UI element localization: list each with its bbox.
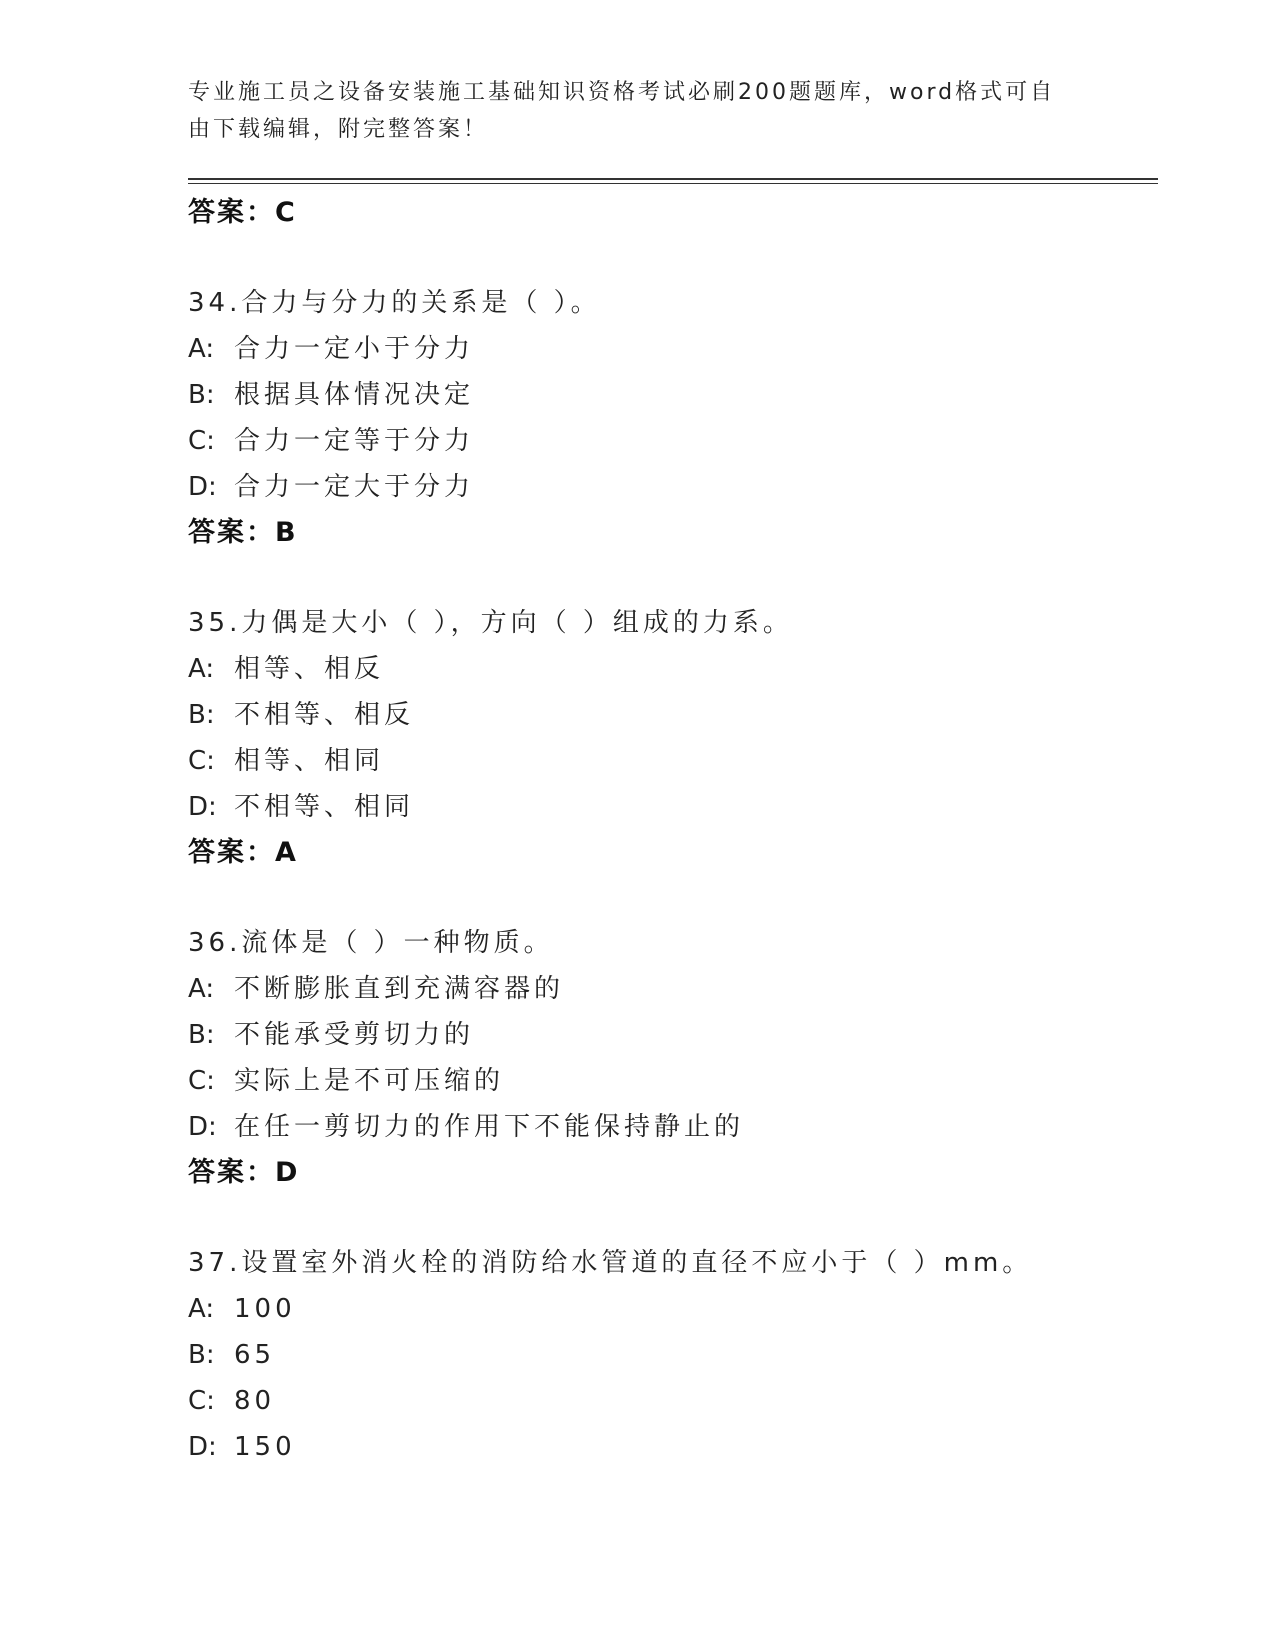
question-block-36 — [188, 920, 1158, 1196]
option-text: 合力一定小于分力 — [234, 334, 475, 364]
option-text: 不相等、相同 — [234, 792, 415, 822]
option-b — [188, 1332, 1158, 1378]
option-text: 合力一定大于分力 — [234, 472, 475, 502]
option-letter: A: — [188, 974, 215, 1004]
option-c — [188, 418, 1158, 464]
option-letter: B: — [188, 380, 215, 410]
option-letter: B: — [188, 700, 215, 730]
option-a — [188, 326, 1158, 372]
option-c — [188, 1378, 1158, 1424]
answer-33: 答案：C — [188, 197, 297, 228]
answer-35: 答案：A — [188, 837, 298, 868]
question-stem: 35.力偶是大小（ ），方向（ ）组成的力系。 — [188, 608, 793, 638]
option-text: 在任一剪切力的作用下不能保持静止的 — [234, 1112, 745, 1142]
option-text: 实际上是不可压缩的 — [234, 1066, 505, 1096]
option-text: 相等、相同 — [234, 746, 385, 776]
option-d — [188, 464, 1158, 510]
header-rule-thin — [188, 183, 1158, 184]
option-text: 150 — [234, 1432, 296, 1462]
option-d — [188, 784, 1158, 830]
question-block-37 — [188, 1240, 1158, 1470]
option-d — [188, 1104, 1158, 1150]
option-letter: D: — [188, 1112, 217, 1142]
option-text: 不断膨胀直到充满容器的 — [234, 974, 565, 1004]
option-a — [188, 966, 1158, 1012]
option-text: 合力一定等于分力 — [234, 426, 475, 456]
option-letter: C: — [188, 426, 215, 456]
option-b — [188, 1012, 1158, 1058]
option-text: 100 — [234, 1294, 296, 1324]
header-rule-thick — [188, 178, 1158, 180]
question-stem: 37.设置室外消火栓的消防给水管道的直径不应小于（ ）mm。 — [188, 1248, 1033, 1278]
option-c — [188, 738, 1158, 784]
option-letter: C: — [188, 1066, 215, 1096]
question-list — [188, 190, 1158, 1470]
option-b — [188, 692, 1158, 738]
option-text: 不能承受剪切力的 — [234, 1020, 475, 1050]
option-letter: D: — [188, 1432, 217, 1462]
option-text: 80 — [234, 1386, 276, 1416]
option-a — [188, 646, 1158, 692]
option-text: 根据具体情况决定 — [234, 380, 475, 410]
option-c — [188, 1058, 1158, 1104]
option-letter: B: — [188, 1340, 215, 1370]
question-block-35 — [188, 600, 1158, 876]
option-letter: A: — [188, 1294, 215, 1324]
answer-36: 答案：D — [188, 1157, 300, 1188]
option-letter: A: — [188, 654, 215, 684]
option-text: 65 — [234, 1340, 276, 1370]
question-block-34 — [188, 280, 1158, 556]
option-d — [188, 1424, 1158, 1470]
option-text: 相等、相反 — [234, 654, 385, 684]
question-stem: 36.流体是（ ）一种物质。 — [188, 928, 554, 958]
option-letter: B: — [188, 1020, 215, 1050]
option-text: 不相等、相反 — [234, 700, 415, 730]
page-header-text: 专业施工员之设备安装施工基础知识资格考试必刷200题题库，word格式可自由下载编辑，附完整答案！ — [188, 80, 1056, 142]
option-letter: A: — [188, 334, 215, 364]
answer-34: 答案：B — [188, 517, 298, 548]
option-a — [188, 1286, 1158, 1332]
option-letter: D: — [188, 792, 217, 822]
option-b — [188, 372, 1158, 418]
question-stem: 34.合力与分力的关系是（ ）。 — [188, 288, 601, 318]
option-letter: C: — [188, 746, 215, 776]
option-letter: D: — [188, 472, 217, 502]
option-letter: C: — [188, 1386, 215, 1416]
